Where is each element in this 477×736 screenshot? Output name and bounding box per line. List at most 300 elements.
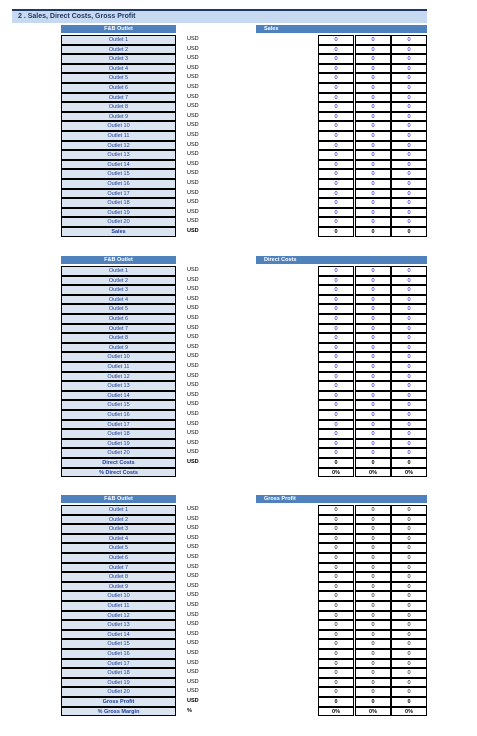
outlet-column-header: F&B Outlet [61, 495, 176, 503]
unit-label: USD [187, 363, 199, 369]
total-label: Direct Costs [61, 458, 176, 468]
value-cell[interactable]: 0 [355, 333, 391, 343]
table-row [0, 73, 477, 83]
table-row [0, 217, 477, 227]
table-row [0, 35, 477, 45]
outlet-label: Outlet 8 [61, 102, 176, 112]
unit-label: USD [187, 573, 199, 580]
value-cell[interactable]: 0 [318, 198, 354, 208]
value-cell[interactable]: 0 [318, 276, 354, 286]
value-cell[interactable]: 0 [318, 54, 354, 64]
unit-label: USD [187, 401, 199, 408]
value-cell[interactable]: 0 [318, 448, 354, 458]
table-row [0, 93, 477, 103]
outlet-label: Outlet 1 [61, 505, 176, 515]
table-row [0, 362, 477, 372]
metric-column-header: Gross Profit [256, 495, 318, 503]
value-cell[interactable]: 0 [318, 179, 354, 189]
value-cell[interactable]: 0 [355, 285, 391, 295]
unit-label: USD [187, 669, 199, 676]
value-cell: 0 [391, 601, 427, 611]
outlet-label: Outlet 5 [61, 73, 176, 83]
value-cell[interactable]: 0 [391, 131, 427, 141]
value-cell[interactable]: 0 [391, 372, 427, 382]
value-cell: 0 [355, 591, 391, 601]
table-row [0, 649, 477, 659]
value-cell[interactable]: 0 [355, 150, 391, 160]
value-cell[interactable]: 0 [355, 169, 391, 179]
total-cell: 0 [355, 697, 391, 707]
outlet-label: Outlet 15 [61, 400, 176, 410]
value-cell[interactable]: 0 [391, 324, 427, 334]
outlet-label: Outlet 3 [61, 285, 176, 295]
total-cell: 0 [391, 227, 427, 237]
unit-label: USD [187, 305, 199, 312]
value-cell: 0 [318, 582, 354, 592]
value-cell[interactable]: 0 [318, 141, 354, 151]
outlet-label: Outlet 6 [61, 314, 176, 324]
unit-label: USD [187, 218, 199, 225]
value-cell[interactable]: 0 [391, 189, 427, 199]
value-cell[interactable]: 0 [355, 314, 391, 324]
value-cell: 0 [318, 591, 354, 601]
total-cell: 0% [355, 707, 391, 717]
section-title-bar [12, 9, 427, 23]
value-cell[interactable]: 0 [391, 352, 427, 362]
value-cell[interactable]: 0 [355, 448, 391, 458]
unit-label: USD [187, 334, 199, 341]
value-cell[interactable]: 0 [318, 121, 354, 131]
total-row [0, 697, 477, 707]
value-cell[interactable]: 0 [391, 314, 427, 324]
unit-label: USD [187, 324, 199, 331]
value-cell: 0 [318, 572, 354, 582]
value-cell[interactable]: 0 [391, 150, 427, 160]
unit-label: USD [187, 698, 199, 704]
outlet-column-header: F&B Outlet [61, 256, 176, 264]
outlet-label: Outlet 18 [61, 429, 176, 439]
value-cell[interactable]: 0 [391, 420, 427, 430]
value-cell: 0 [391, 563, 427, 573]
outlet-label: Outlet 1 [61, 266, 176, 276]
unit-label: USD [187, 45, 199, 52]
value-cell[interactable]: 0 [391, 64, 427, 74]
table-row [0, 391, 477, 401]
value-cell: 0 [391, 668, 427, 678]
value-cell[interactable]: 0 [391, 295, 427, 305]
metric-column-header: Sales [256, 25, 318, 33]
value-cell[interactable]: 0 [391, 343, 427, 353]
value-cell: 0 [355, 582, 391, 592]
outlet-label: Outlet 20 [61, 687, 176, 697]
value-cell[interactable]: 0 [318, 169, 354, 179]
outlet-label: Outlet 18 [61, 198, 176, 208]
value-cell[interactable]: 0 [391, 333, 427, 343]
value-cell[interactable]: 0 [355, 208, 391, 218]
table-row [0, 324, 477, 334]
value-cell[interactable]: 0 [391, 285, 427, 295]
value-cell[interactable]: 0 [355, 391, 391, 401]
value-cell: 0 [355, 630, 391, 640]
value-cell[interactable]: 0 [355, 179, 391, 189]
total-cell: 0 [391, 458, 427, 468]
value-cell[interactable]: 0 [391, 83, 427, 93]
unit-label: USD [187, 286, 199, 293]
table-row [0, 429, 477, 439]
value-cell[interactable]: 0 [355, 64, 391, 74]
unit-label: USD [187, 36, 199, 42]
header-fill [318, 495, 427, 503]
value-cell[interactable]: 0 [355, 343, 391, 353]
table-row [0, 160, 477, 170]
value-cell[interactable]: 0 [391, 35, 427, 45]
value-cell[interactable]: 0 [355, 295, 391, 305]
outlet-label: Outlet 5 [61, 543, 176, 553]
value-cell[interactable]: 0 [355, 304, 391, 314]
outlet-label: Outlet 11 [61, 601, 176, 611]
value-cell[interactable]: 0 [318, 189, 354, 199]
value-cell[interactable]: 0 [391, 266, 427, 276]
value-cell[interactable]: 0 [318, 45, 354, 55]
value-cell[interactable]: 0 [318, 266, 354, 276]
table-row [0, 410, 477, 420]
outlet-label: Outlet 9 [61, 112, 176, 122]
value-cell: 0 [355, 620, 391, 630]
unit-label: USD [187, 199, 199, 206]
value-cell: 0 [391, 630, 427, 640]
outlet-label: Outlet 15 [61, 169, 176, 179]
table-row [0, 131, 477, 141]
value-cell[interactable]: 0 [391, 304, 427, 314]
table-row [0, 668, 477, 678]
total-row [0, 458, 477, 468]
value-cell[interactable]: 0 [355, 400, 391, 410]
value-cell[interactable]: 0 [391, 208, 427, 218]
unit-label: USD [187, 151, 199, 158]
outlet-label: Outlet 15 [61, 639, 176, 649]
unit-label: USD [187, 382, 199, 389]
value-cell[interactable]: 0 [355, 276, 391, 286]
total-cell: 0% [391, 468, 427, 478]
value-cell: 0 [355, 534, 391, 544]
value-cell[interactable]: 0 [355, 83, 391, 93]
table-row [0, 620, 477, 630]
unit-label: USD [187, 640, 199, 647]
outlet-label: Outlet 10 [61, 352, 176, 362]
outlet-label: Outlet 20 [61, 448, 176, 458]
table-row [0, 639, 477, 649]
unit-label: USD [187, 459, 199, 465]
table-row [0, 572, 477, 582]
value-cell[interactable]: 0 [318, 391, 354, 401]
value-cell[interactable]: 0 [318, 208, 354, 218]
value-cell[interactable]: 0 [318, 381, 354, 391]
value-cell[interactable]: 0 [318, 333, 354, 343]
value-cell[interactable]: 0 [318, 83, 354, 93]
unit-label: USD [187, 267, 199, 273]
total-cell: 0 [318, 227, 354, 237]
table-row [0, 83, 477, 93]
outlet-label: Outlet 4 [61, 64, 176, 74]
value-cell[interactable]: 0 [391, 45, 427, 55]
outlet-label: Outlet 10 [61, 121, 176, 131]
outlet-label: Outlet 20 [61, 217, 176, 227]
value-cell[interactable]: 0 [318, 362, 354, 372]
value-cell[interactable]: 0 [355, 217, 391, 227]
unit-label: % [187, 707, 192, 714]
outlet-label: Outlet 13 [61, 620, 176, 630]
outlet-label: Outlet 12 [61, 611, 176, 621]
value-cell: 0 [355, 659, 391, 669]
total-cell: 0 [318, 697, 354, 707]
value-cell: 0 [355, 543, 391, 553]
value-cell[interactable]: 0 [355, 121, 391, 131]
value-cell[interactable]: 0 [355, 439, 391, 449]
value-cell[interactable]: 0 [391, 169, 427, 179]
unit-label: USD [187, 544, 199, 551]
outlet-label: Outlet 9 [61, 582, 176, 592]
outlet-label: Outlet 16 [61, 410, 176, 420]
value-cell[interactable]: 0 [355, 198, 391, 208]
value-cell[interactable]: 0 [391, 198, 427, 208]
value-cell[interactable]: 0 [355, 362, 391, 372]
unit-label: USD [187, 160, 199, 167]
unit-label: USD [187, 515, 199, 522]
value-cell[interactable]: 0 [318, 410, 354, 420]
value-cell[interactable]: 0 [391, 73, 427, 83]
value-cell: 0 [318, 611, 354, 621]
unit-label: USD [187, 315, 199, 321]
value-cell: 0 [318, 601, 354, 611]
unit-label: USD [187, 295, 199, 302]
value-cell[interactable]: 0 [318, 314, 354, 324]
value-cell[interactable]: 0 [318, 420, 354, 430]
table-row [0, 687, 477, 697]
value-cell[interactable]: 0 [318, 295, 354, 305]
outlet-label: Outlet 2 [61, 276, 176, 286]
value-cell[interactable]: 0 [391, 102, 427, 112]
value-cell[interactable]: 0 [318, 352, 354, 362]
value-cell[interactable]: 0 [318, 35, 354, 45]
value-cell[interactable]: 0 [318, 324, 354, 334]
value-cell[interactable]: 0 [391, 448, 427, 458]
table-row [0, 591, 477, 601]
outlet-label: Outlet 17 [61, 420, 176, 430]
unit-label: USD [187, 372, 199, 379]
outlet-label: Outlet 3 [61, 524, 176, 534]
metric-column-header: Direct Costs [256, 256, 318, 264]
value-cell[interactable]: 0 [355, 73, 391, 83]
unit-label: USD [187, 180, 199, 186]
total-cell: 0 [355, 227, 391, 237]
unit-label: USD [187, 103, 199, 110]
total-row [0, 227, 477, 237]
value-cell[interactable]: 0 [318, 372, 354, 382]
table-row [0, 582, 477, 592]
table-row [0, 304, 477, 314]
outlet-label: Outlet 11 [61, 362, 176, 372]
value-cell[interactable]: 0 [355, 266, 391, 276]
outlet-label: Outlet 19 [61, 208, 176, 218]
unit-label: USD [187, 659, 199, 666]
value-cell: 0 [391, 534, 427, 544]
table-row [0, 611, 477, 621]
value-cell[interactable]: 0 [391, 362, 427, 372]
value-cell: 0 [355, 687, 391, 697]
table-row [0, 169, 477, 179]
value-cell[interactable]: 0 [391, 160, 427, 170]
outlet-label: Outlet 16 [61, 179, 176, 189]
value-cell[interactable]: 0 [318, 439, 354, 449]
value-cell[interactable]: 0 [318, 285, 354, 295]
value-cell[interactable]: 0 [318, 343, 354, 353]
table-row [0, 524, 477, 534]
value-cell[interactable]: 0 [355, 381, 391, 391]
table-row [0, 372, 477, 382]
value-cell[interactable]: 0 [391, 121, 427, 131]
table-row [0, 601, 477, 611]
value-cell[interactable]: 0 [391, 179, 427, 189]
outlet-label: Outlet 9 [61, 343, 176, 353]
value-cell: 0 [318, 534, 354, 544]
outlet-label: Outlet 17 [61, 189, 176, 199]
value-cell[interactable]: 0 [355, 429, 391, 439]
unit-label: USD [187, 411, 199, 417]
value-cell: 0 [318, 687, 354, 697]
unit-label: USD [187, 563, 199, 570]
value-cell[interactable]: 0 [355, 189, 391, 199]
value-cell[interactable]: 0 [318, 64, 354, 74]
unit-label: USD [187, 74, 199, 81]
unit-label: USD [187, 678, 199, 685]
value-cell: 0 [391, 582, 427, 592]
table-row [0, 198, 477, 208]
value-cell[interactable]: 0 [355, 372, 391, 382]
value-cell[interactable]: 0 [318, 102, 354, 112]
unit-label: USD [187, 122, 199, 129]
outlet-label: Outlet 4 [61, 295, 176, 305]
outlet-label: Outlet 14 [61, 630, 176, 640]
value-cell[interactable]: 0 [391, 439, 427, 449]
outlet-label: Outlet 7 [61, 324, 176, 334]
total-label: Gross Profit [61, 697, 176, 707]
value-cell: 0 [355, 563, 391, 573]
outlet-label: Outlet 19 [61, 439, 176, 449]
value-cell: 0 [318, 620, 354, 630]
value-cell[interactable]: 0 [318, 112, 354, 122]
total-label: % Gross Margin [61, 707, 176, 717]
table-row [0, 439, 477, 449]
value-cell[interactable]: 0 [355, 102, 391, 112]
value-cell[interactable]: 0 [355, 420, 391, 430]
unit-label: USD [187, 650, 199, 656]
value-cell[interactable]: 0 [355, 54, 391, 64]
value-cell: 0 [391, 687, 427, 697]
value-cell: 0 [391, 524, 427, 534]
table-row [0, 448, 477, 458]
value-cell: 0 [355, 601, 391, 611]
value-cell[interactable]: 0 [318, 400, 354, 410]
value-cell[interactable]: 0 [318, 429, 354, 439]
value-cell[interactable]: 0 [318, 131, 354, 141]
header-fill [318, 256, 427, 264]
value-cell[interactable]: 0 [391, 276, 427, 286]
value-cell[interactable]: 0 [355, 35, 391, 45]
table-row [0, 208, 477, 218]
value-cell: 0 [391, 505, 427, 515]
outlet-label: Outlet 6 [61, 553, 176, 563]
value-cell[interactable]: 0 [355, 160, 391, 170]
value-cell: 0 [355, 611, 391, 621]
unit-label: USD [187, 430, 199, 437]
total-cell: 0% [391, 707, 427, 717]
unit-label: USD [187, 630, 199, 637]
value-cell[interactable]: 0 [355, 112, 391, 122]
value-cell[interactable]: 0 [355, 131, 391, 141]
value-cell: 0 [355, 649, 391, 659]
outlet-label: Outlet 19 [61, 678, 176, 688]
unit-label: USD [187, 602, 199, 608]
value-cell[interactable]: 0 [355, 45, 391, 55]
outlet-label: Outlet 8 [61, 333, 176, 343]
value-cell[interactable]: 0 [318, 160, 354, 170]
value-cell: 0 [391, 611, 427, 621]
total-cell: 0 [318, 458, 354, 468]
value-cell[interactable]: 0 [391, 381, 427, 391]
value-cell: 0 [318, 524, 354, 534]
value-cell[interactable]: 0 [391, 112, 427, 122]
value-cell: 0 [318, 630, 354, 640]
value-cell[interactable]: 0 [318, 150, 354, 160]
unit-label: USD [187, 525, 199, 532]
total-label: % Direct Costs [61, 468, 176, 478]
unit-label: USD [187, 420, 199, 427]
outlet-label: Outlet 13 [61, 150, 176, 160]
value-cell[interactable]: 0 [391, 410, 427, 420]
value-cell[interactable]: 0 [391, 54, 427, 64]
value-cell[interactable]: 0 [391, 217, 427, 227]
value-cell[interactable]: 0 [318, 217, 354, 227]
value-cell[interactable]: 0 [318, 304, 354, 314]
value-cell[interactable]: 0 [391, 391, 427, 401]
value-cell: 0 [355, 639, 391, 649]
table-row [0, 64, 477, 74]
value-cell[interactable]: 0 [355, 93, 391, 103]
outlet-column-header: F&B Outlet [61, 25, 176, 33]
value-cell[interactable]: 0 [355, 352, 391, 362]
outlet-label: Outlet 1 [61, 35, 176, 45]
value-cell[interactable]: 0 [355, 141, 391, 151]
value-cell[interactable]: 0 [355, 324, 391, 334]
total-row [0, 468, 477, 478]
value-cell[interactable]: 0 [391, 400, 427, 410]
value-cell[interactable]: 0 [391, 429, 427, 439]
value-cell: 0 [355, 524, 391, 534]
outlet-label: Outlet 3 [61, 54, 176, 64]
value-cell[interactable]: 0 [355, 410, 391, 420]
outlet-label: Outlet 7 [61, 563, 176, 573]
value-cell[interactable]: 0 [318, 93, 354, 103]
unit-label: USD [187, 141, 199, 148]
total-cell: 0 [391, 697, 427, 707]
value-cell[interactable]: 0 [391, 141, 427, 151]
value-cell[interactable]: 0 [318, 73, 354, 83]
outlet-label: Outlet 11 [61, 131, 176, 141]
outlet-label: Outlet 16 [61, 649, 176, 659]
unit-label: USD [187, 611, 199, 618]
total-cell: 0% [318, 468, 354, 478]
value-cell[interactable]: 0 [391, 93, 427, 103]
